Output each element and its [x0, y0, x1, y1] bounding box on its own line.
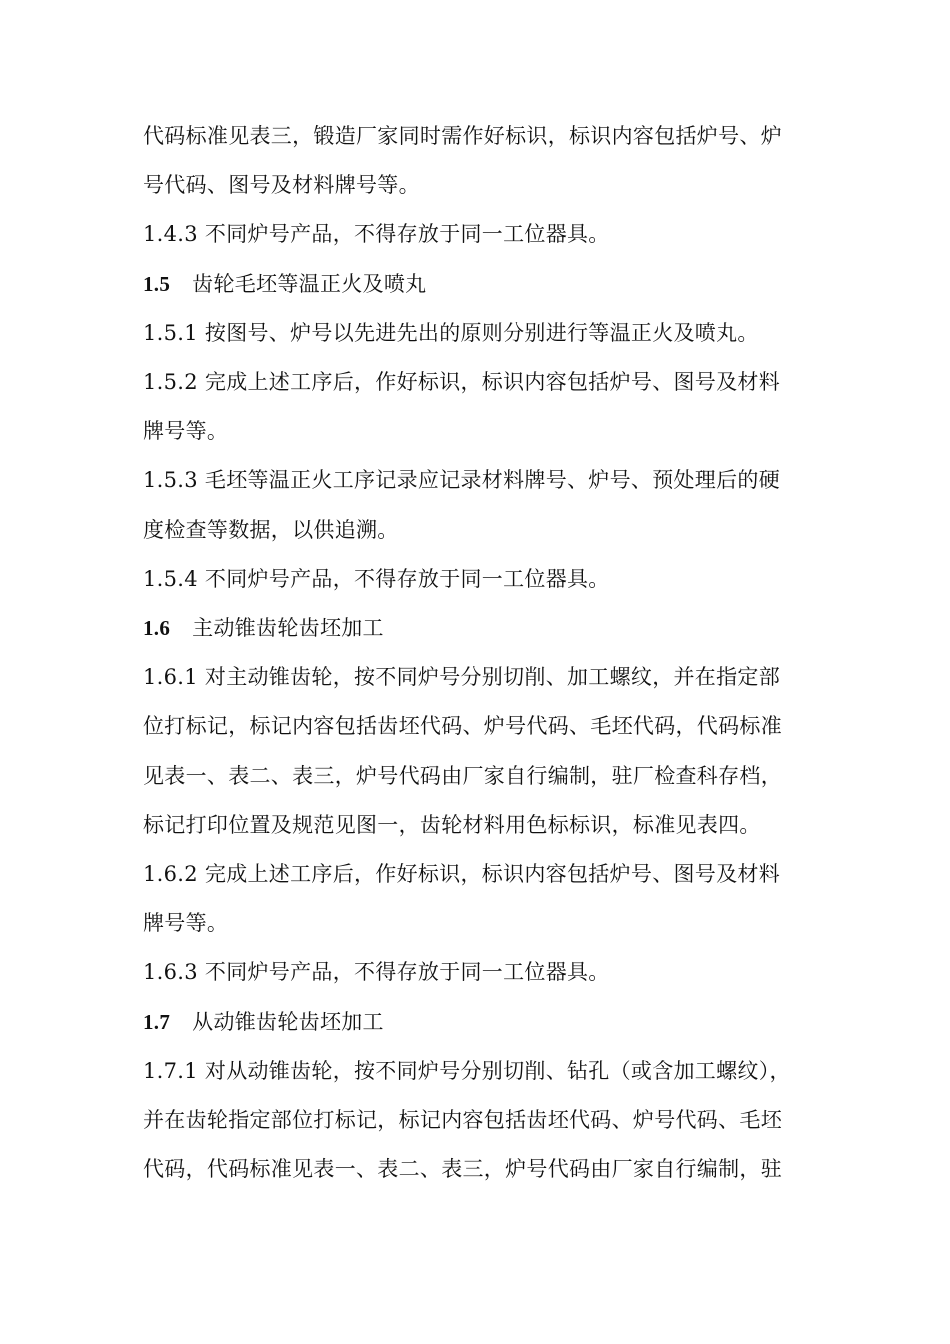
- body-paragraph: [143, 653, 813, 850]
- paragraph-line: 牌号等。: [143, 911, 229, 936]
- section-number: 1.5: [143, 271, 171, 296]
- body-paragraph: [143, 948, 813, 997]
- section-heading: [143, 604, 813, 653]
- section-number: 1.7: [143, 1009, 171, 1034]
- paragraph-line: 代码，代码标准见表一、表二、表三，炉号代码由厂家自行编制，驻: [143, 1157, 782, 1182]
- paragraph-line: 见表一、表二、表三，炉号代码由厂家自行编制，驻厂检查科存档，: [143, 763, 782, 788]
- paragraph-line: 1.5.4 不同炉号产品，不得存放于同一工位器具。: [143, 566, 610, 591]
- section-title: 从动锥齿轮齿坯加工: [192, 1009, 384, 1034]
- paragraph-line: 标记打印位置及规范见图一，齿轮材料用色标标识，标准见表四。: [143, 812, 761, 837]
- section-title: 主动锥齿轮齿坯加工: [192, 616, 384, 641]
- body-paragraph: [143, 210, 813, 259]
- paragraph-line: 度检查等数据，以供追溯。: [143, 517, 399, 542]
- paragraph-line: 号代码、图号及材料牌号等。: [143, 173, 420, 198]
- body-paragraph: [143, 112, 813, 210]
- body-paragraph: [143, 1047, 813, 1195]
- section-title: 齿轮毛坯等温正火及喷丸: [192, 271, 427, 296]
- paragraph-line: 牌号等。: [143, 419, 229, 444]
- paragraph-line: 1.6.1 对主动锥齿轮，按不同炉号分别切削、加工螺纹，并在指定部: [143, 665, 781, 690]
- body-paragraph: [143, 456, 813, 554]
- body-paragraph: [143, 850, 813, 948]
- paragraph-line: 1.5.1 按图号、炉号以先进先出的原则分别进行等温正火及喷丸。: [143, 320, 759, 345]
- document-body: [143, 112, 813, 1194]
- paragraph-line: 1.5.2 完成上述工序后，作好标识，标识内容包括炉号、图号及材料: [143, 370, 781, 395]
- paragraph-line: 1.6.3 不同炉号产品，不得存放于同一工位器具。: [143, 960, 610, 985]
- paragraph-line: 1.5.3 毛坯等温正火工序记录应记录材料牌号、炉号、预处理后的硬: [143, 468, 781, 493]
- paragraph-line: 1.7.1 对从动锥齿轮，按不同炉号分别切削、钻孔（或含加工螺纹），: [143, 1058, 791, 1083]
- section-number: 1.6: [143, 616, 171, 641]
- paragraph-line: 1.6.2 完成上述工序后，作好标识，标识内容包括炉号、图号及材料: [143, 862, 781, 887]
- section-heading: [143, 998, 813, 1047]
- paragraph-line: 代码标准见表三，锻造厂家同时需作好标识，标识内容包括炉号、炉: [143, 124, 782, 148]
- body-paragraph: [143, 309, 813, 358]
- body-paragraph: [143, 358, 813, 456]
- paragraph-line: 1.4.3 不同炉号产品，不得存放于同一工位器具。: [143, 222, 610, 247]
- body-paragraph: [143, 555, 813, 604]
- paragraph-line: 位打标记，标记内容包括齿坯代码、炉号代码、毛坯代码，代码标准: [143, 714, 782, 739]
- section-heading: [143, 260, 813, 309]
- paragraph-line: 并在齿轮指定部位打标记，标记内容包括齿坯代码、炉号代码、毛坯: [143, 1108, 782, 1133]
